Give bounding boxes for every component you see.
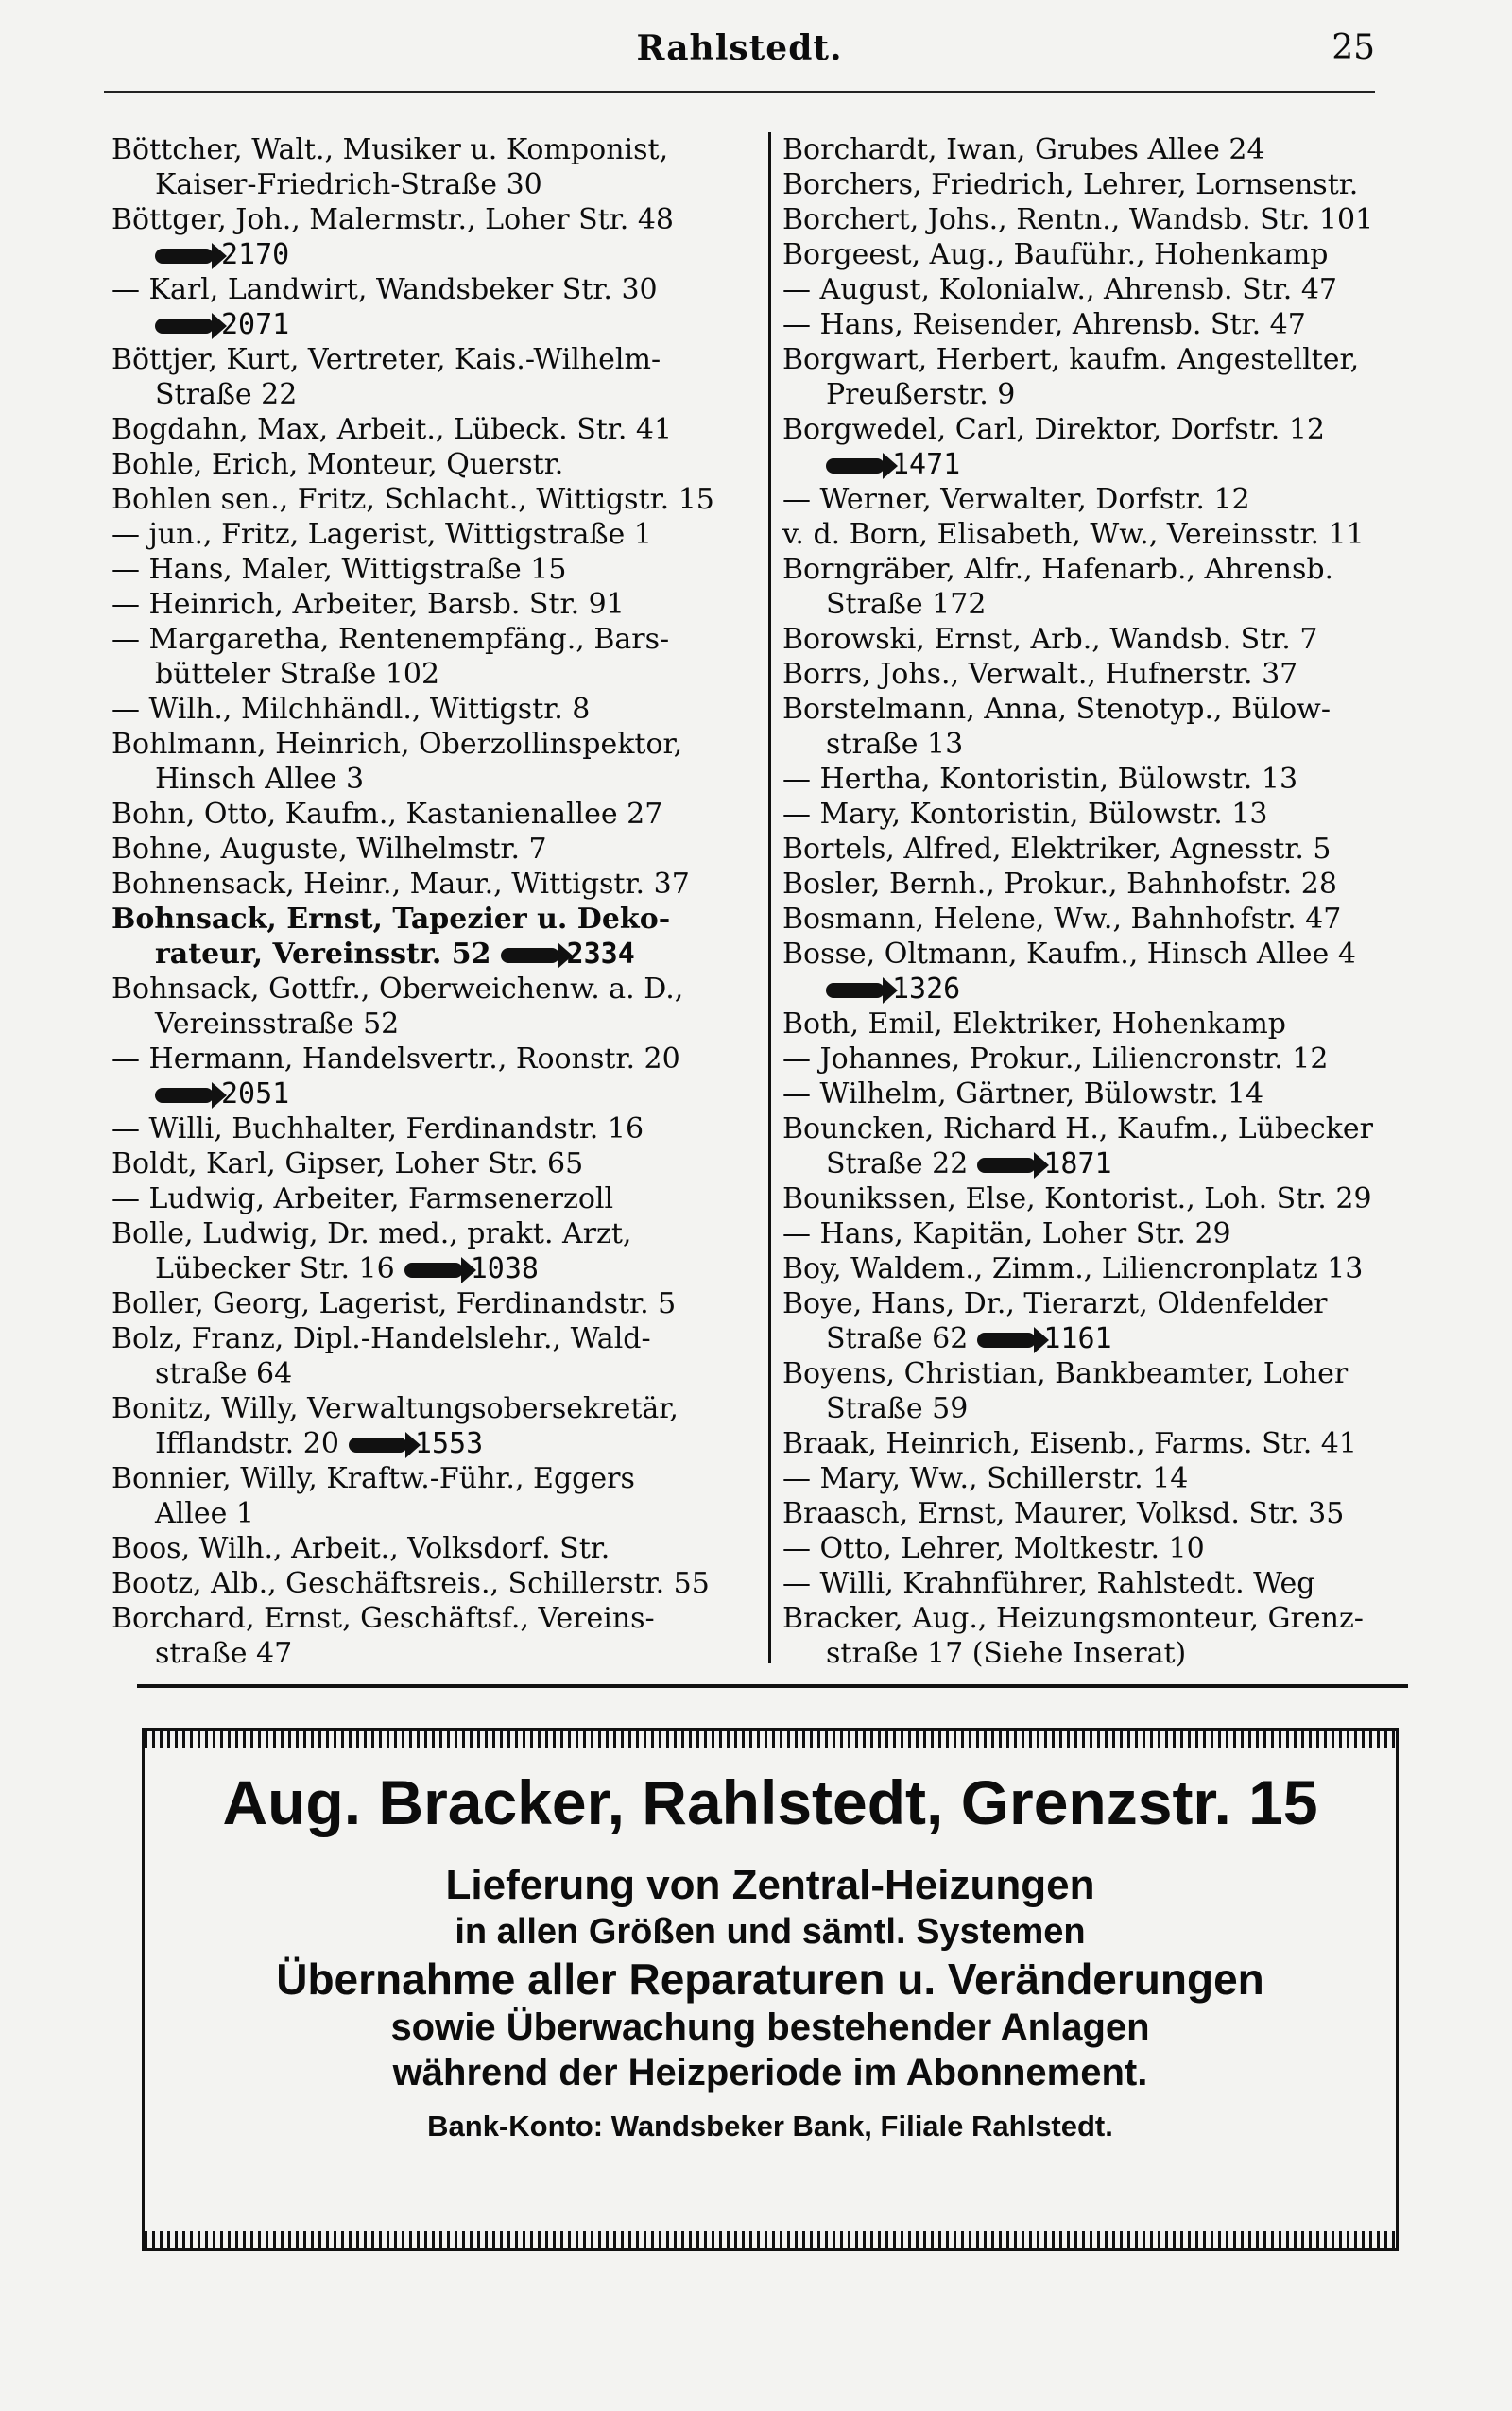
ad-line: Lieferung von Zentral-Heizungen [445,1862,1095,1908]
ad-title: Aug. Bracker, Rahlstedt, Grenzstr. 15 [222,1767,1318,1837]
directory-entry [782,1181,1435,1216]
entry-line-continued [112,1251,764,1286]
page-number: 25 [1332,28,1375,67]
entry-line: Both, Emil, Elektriker, Hohenkamp [782,1007,1286,1041]
directory-entry [782,1216,1435,1251]
entry-line: Boye, Hans, Dr., Tierarzt, Oldenfelder [782,1287,1328,1320]
entry-line: Bohlmann, Heinrich, Oberzollinspektor, [112,728,683,761]
entry-line-continued [112,1356,764,1391]
telephone-icon [501,948,559,963]
directory-entry [112,132,764,202]
directory-entry [112,447,764,482]
entry-line: — Hermann, Handelsvertr., Roonstr. 20 [112,1042,680,1076]
directory-entry [112,1146,764,1181]
entry-line-text: straße 47 [155,1637,293,1670]
directory-entry [782,412,1435,482]
phone-number: 1326 [892,973,961,1006]
directory-entry [112,1216,764,1286]
entry-line: Böttjer, Kurt, Vertreter, Kais.-Wilhelm- [112,343,662,376]
directory-entry [782,1531,1435,1566]
directory-entry [782,867,1435,902]
entry-line: — Werner, Verwalter, Dorfstr. 12 [782,483,1250,516]
entry-line-continued [782,1146,1435,1181]
entry-line: — Karl, Landwirt, Wandsbeker Str. 30 [112,273,658,306]
entry-line: Bohn, Otto, Kaufm., Kastanienallee 27 [112,798,663,831]
entry-line-text: Straße 22 [826,1147,969,1180]
entry-line: Boyens, Christian, Bankbeamter, Loher [782,1357,1349,1390]
entry-line: — Willi, Krahnführer, Rahlstedt. Weg [782,1567,1315,1600]
entry-line: — jun., Fritz, Lagerist, Wittigstraße 1 [112,518,652,551]
phone-line [112,237,764,272]
directory-entry [782,797,1435,832]
directory-entry [782,832,1435,867]
entry-line: Borstelmann, Anna, Stenotyp., Bülow- [782,693,1331,726]
ad-line: während der Heizperiode im Abonnement. [392,2052,1148,2093]
entry-line-text: Allee 1 [155,1497,254,1530]
directory-entry [112,622,764,692]
left-column [112,132,764,1671]
directory-entry [112,517,764,552]
entry-line: Borchert, Johs., Rentn., Wandsb. Str. 101 [782,203,1374,236]
directory-entry [112,1181,764,1216]
phone-number: 1553 [414,1427,484,1460]
entry-line-continued [782,727,1435,762]
entry-line: Borgeest, Aug., Bauführ., Hohenkamp [782,238,1329,271]
entry-line: — Hertha, Kontoristin, Bülowstr. 13 [782,763,1298,796]
phone-number: 1871 [1043,1147,1112,1180]
entry-line: Borngräber, Alfr., Hafenarb., Ahrensb. [782,553,1334,586]
entry-line: — Hans, Reisender, Ahrensb. Str. 47 [782,308,1306,341]
entry-line: Borowski, Ernst, Arb., Wandsb. Str. 7 [782,623,1318,656]
telephone-icon [826,983,885,998]
entry-line: Boller, Georg, Lagerist, Ferdinandstr. 5 [112,1287,677,1320]
directory-entry [782,902,1435,937]
entry-line-text: straße 13 [826,728,964,761]
advertisement-box [142,1728,1399,2251]
page-header [104,28,1375,74]
entry-line: — Johannes, Prokur., Liliencronstr. 12 [782,1042,1329,1076]
entry-line-continued [782,587,1435,622]
entry-line: — Wilh., Milchhändl., Wittigstr. 8 [112,693,591,726]
directory-entry [782,1601,1435,1671]
directory-entry [112,832,764,867]
directory-entry [112,902,764,972]
entry-line: Braasch, Ernst, Maurer, Volksd. Str. 35 [782,1497,1345,1530]
entry-line: Braak, Heinrich, Eisenb., Farms. Str. 41 [782,1427,1357,1460]
running-title: Rahlstedt. [636,28,843,68]
entry-line: — Mary, Ww., Schillerstr. 14 [782,1462,1189,1495]
entry-line-continued [112,657,764,692]
directory-entry [112,482,764,517]
directory-entry [782,1286,1435,1356]
entry-line: Borgwedel, Carl, Direktor, Dorfstr. 12 [782,413,1326,446]
directory-entry [782,1007,1435,1042]
directory-entry [112,1321,764,1391]
ad-line: in allen Größen und sämtl. Systemen [455,1912,1086,1952]
phone-line [782,972,1435,1007]
telephone-icon [155,319,214,334]
entry-line: Borchers, Friedrich, Lehrer, Lornsenstr. [782,168,1359,201]
entry-line-continued [782,1321,1435,1356]
entry-line: Bohle, Erich, Monteur, Querstr. [112,448,564,481]
directory-entry [782,342,1435,412]
entry-line: Boy, Waldem., Zimm., Liliencronplatz 13 [782,1252,1364,1285]
entry-line: Böttger, Joh., Malermstr., Loher Str. 48 [112,203,674,236]
entry-line-text: Straße 172 [826,588,987,621]
entry-line: Bohne, Auguste, Wilhelmstr. 7 [112,833,547,866]
directory-entry [782,132,1435,167]
entry-line-text: Lübecker Str. 16 [155,1252,395,1285]
entry-line: Bouncken, Richard H., Kaufm., Lübecker [782,1112,1373,1145]
entry-line: Bogdahn, Max, Arbeit., Lübeck. Str. 41 [112,413,673,446]
directory-entry [112,867,764,902]
entry-line: Borchardt, Iwan, Grubes Allee 24 [782,133,1265,166]
directory-entry [782,1111,1435,1181]
header-rule [104,91,1375,93]
directory-entry [112,272,764,342]
entry-line: Bolle, Ludwig, Dr. med., prakt. Arzt, [112,1217,632,1250]
directory-entry [112,202,764,272]
entry-line: Bosmann, Helene, Ww., Bahnhofstr. 47 [782,903,1342,936]
directory-entry [112,727,764,797]
directory-entry [112,1286,764,1321]
directory-entry [782,937,1435,1007]
directory-entry [782,1426,1435,1461]
entry-line-text: rateur, Vereinsstr. 52 [155,938,491,971]
directory-entry [782,552,1435,622]
entry-line: — Wilhelm, Gärtner, Bülowstr. 14 [782,1077,1264,1111]
directory-entry [782,1076,1435,1111]
directory-entry [112,1566,764,1601]
directory-entry [782,167,1435,202]
entry-line: Bolz, Franz, Dipl.-Handelslehr., Wald- [112,1322,651,1355]
directory-entry [112,692,764,727]
directory-entry [112,1111,764,1146]
entry-line: — Hans, Kapitän, Loher Str. 29 [782,1217,1231,1250]
ad-line: Übernahme aller Reparaturen u. Veränderungen [276,1955,1264,2004]
telephone-icon [977,1333,1036,1348]
directory-columns [112,132,1406,1668]
entry-line-text: Straße 59 [826,1392,969,1425]
entry-line-continued [112,1636,764,1671]
entry-line-continued [112,167,764,202]
entry-line: Böttcher, Walt., Musiker u. Komponist, [112,133,669,166]
phone-number: 2051 [221,1077,290,1111]
entry-line-continued [782,377,1435,412]
entry-line-continued [782,1391,1435,1426]
telephone-icon [404,1263,463,1278]
directory-entry [782,202,1435,237]
entry-line-continued [112,1496,764,1531]
entry-line-text: straße 64 [155,1357,293,1390]
phone-line [782,447,1435,482]
directory-entry [782,1566,1435,1601]
entry-line-continued [112,1426,764,1461]
entry-line: Bosse, Oltmann, Kaufm., Hinsch Allee 4 [782,938,1356,971]
entry-line: v. d. Born, Elisabeth, Ww., Vereinsstr. 11 [782,518,1365,551]
entry-line: Bootz, Alb., Geschäftsreis., Schillerstr. 55 [112,1567,710,1600]
entry-line: — Mary, Kontoristin, Bülowstr. 13 [782,798,1268,831]
right-column [782,132,1435,1671]
entry-line-continued [112,762,764,797]
ad-bank-line: Bank-Konto: Wandsbeker Bank, Filiale Rahlstedt. [427,2110,1113,2143]
column-divider [768,132,771,1663]
directory-entry [782,692,1435,762]
entry-line: Boldt, Karl, Gipser, Loher Str. 65 [112,1147,584,1180]
entry-line: — Otto, Lehrer, Moltkestr. 10 [782,1532,1205,1565]
entry-line: Bracker, Aug., Heizungsmonteur, Grenz- [782,1602,1364,1635]
directory-entry [782,482,1435,517]
entry-line-text: Hinsch Allee 3 [155,763,365,796]
entry-line: Borgwart, Herbert, kaufm. Angestellter, [782,343,1360,376]
entry-line-text: Vereinsstraße 52 [155,1007,400,1041]
phone-number: 2071 [221,308,290,341]
phone-number: 1038 [470,1252,539,1285]
directory-entry [782,272,1435,307]
entry-line: Bohnsack, Gottfr., Oberweichenw. a. D., [112,973,684,1006]
directory-entry [782,762,1435,797]
entry-line-text: Ifflandstr. 20 [155,1427,339,1460]
entry-line: — Ludwig, Arbeiter, Farmsenerzoll [112,1182,614,1215]
entry-line: Bonitz, Willy, Verwaltungsobersekretär, [112,1392,679,1425]
entry-line-text: straße 17 (Siehe Inserat) [826,1637,1187,1670]
directory-entry [112,412,764,447]
entry-line: Boos, Wilh., Arbeit., Volksdorf. Str. [112,1532,610,1565]
entry-line: Bohlen sen., Fritz, Schlacht., Wittigstr. 15 [112,483,714,516]
entry-line: Bounikssen, Else, Kontorist., Loh. Str. 29 [782,1182,1372,1215]
entry-line: — Hans, Maler, Wittigstraße 15 [112,553,567,586]
telephone-icon [977,1158,1036,1173]
entry-line: — August, Kolonialw., Ahrensb. Str. 47 [782,273,1337,306]
directory-entry [112,1461,764,1531]
entry-line-text: Straße 22 [155,378,298,411]
entry-line-continued [112,377,764,412]
telephone-icon [826,458,885,474]
advertisement-content [145,1765,1396,2148]
phone-line [112,307,764,342]
directory-entry [782,1356,1435,1426]
directory-entry [112,1531,764,1566]
directory-entry [782,517,1435,552]
telephone-icon [155,1088,214,1103]
entry-line: — Heinrich, Arbeiter, Barsb. Str. 91 [112,588,625,621]
phone-number: 2170 [221,238,290,271]
entry-line: Bortels, Alfred, Elektriker, Agnesstr. 5 [782,833,1332,866]
directory-entry [112,972,764,1042]
entry-line: — Margaretha, Rentenempfäng., Bars- [112,623,670,656]
section-rule [137,1684,1408,1688]
entry-line: Bonnier, Willy, Kraftw.-Führ., Eggers [112,1462,635,1495]
telephone-icon [349,1438,407,1453]
entry-line-text: bütteler Straße 102 [155,658,440,691]
entry-line: Bohnensack, Heinr., Maur., Wittigstr. 37 [112,868,690,901]
phone-number: 2334 [566,938,635,971]
directory-entry [782,1461,1435,1496]
directory-entry [782,237,1435,272]
entry-line: Borrs, Johs., Verwalt., Hufnerstr. 37 [782,658,1298,691]
entry-line-text: Preußerstr. 9 [826,378,1016,411]
phone-line [112,1076,764,1111]
directory-entry [112,797,764,832]
telephone-icon [155,249,214,264]
directory-entry [112,1042,764,1111]
phone-number: 1471 [892,448,961,481]
entry-line: Bohnsack, Ernst, Tapezier u. Deko- [112,903,671,936]
entry-line: Bosler, Bernh., Prokur., Bahnhofstr. 28 [782,868,1337,901]
phone-number: 1161 [1043,1322,1112,1355]
ad-line: sowie Überwachung bestehender Anlagen [390,2006,1150,2048]
directory-entry [782,1251,1435,1286]
entry-line: — Willi, Buchhalter, Ferdinandstr. 16 [112,1112,644,1145]
directory-entry [112,587,764,622]
entry-line: Borchard, Ernst, Geschäftsf., Vereins- [112,1602,655,1635]
directory-entry [782,622,1435,657]
directory-entry [112,342,764,412]
directory-entry [782,1496,1435,1531]
entry-line-text: Straße 62 [826,1322,969,1355]
entry-line-continued [112,1007,764,1042]
directory-entry [782,1042,1435,1076]
directory-entry [112,552,764,587]
directory-entry [112,1601,764,1671]
entry-line-continued [112,937,764,972]
directory-entry [782,307,1435,342]
entry-line-continued [782,1636,1435,1671]
entry-line-text: Kaiser-Friedrich-Straße 30 [155,168,542,201]
directory-entry [112,1391,764,1461]
directory-entry [782,657,1435,692]
